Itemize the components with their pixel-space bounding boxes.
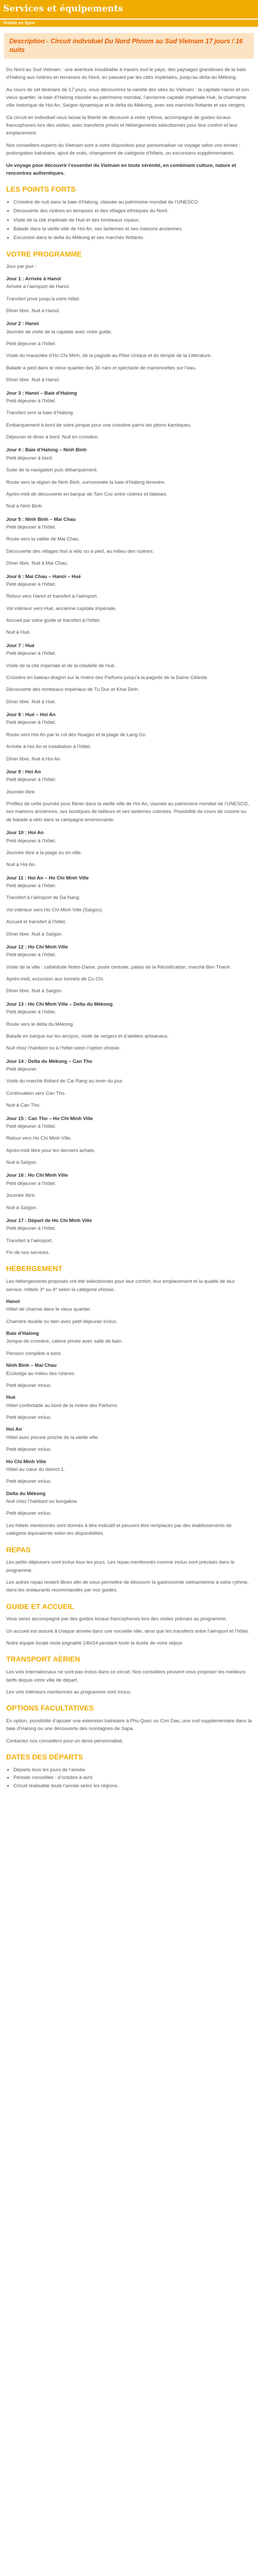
day-title: Jour 14 : Delta du Mékong – Can Tho xyxy=(6,1058,92,1064)
program-heading: VOTRE PROGRAMME xyxy=(6,249,82,258)
highlight-item: • Visite de la cité impériale de Hué et des tombeaux royaux. xyxy=(13,216,252,224)
day-paragraph: Profitez de cette journée pour flâner dans la vieille ville de Hoi An, classée au patrimoine mondial de l’UNESCO, ses maisons anciennes, ses boutiques de tailleurs et ses lanternes colorées. Possibilité de cours de cuisine ou de balade à vélo dans la campagne environnante. xyxy=(6,801,249,823)
day-line: Accueil par votre guide et transfert à l’hôtel. xyxy=(6,618,101,624)
day-title: Jour 15 : Can Tho – Ho Chi Minh Ville xyxy=(6,1115,93,1122)
day-title: Jour 3 : Hanoï – Baie d’Halong xyxy=(6,390,77,396)
day-title: Jour 8 : Hué – Hoi An xyxy=(6,712,56,718)
hotel-line: Petit déjeuner inclus. xyxy=(6,1479,52,1485)
hotel-title: Hanoï xyxy=(6,1298,20,1304)
day-line: Croisière en bateau-dragon sur la rivière des Parfums jusqu’à la pagode de la Dame Céleste. xyxy=(6,674,208,681)
sub-bar-label: Visible en ligne xyxy=(3,20,35,26)
highlight-item: • Croisière de nuit dans la baie d’Halong, classée au patrimoine mondial de l’UNESCO. xyxy=(13,198,252,206)
day-line: Dîner libre. Nuit à Saïgon. xyxy=(6,988,63,994)
day-block xyxy=(6,943,252,995)
day-line: Petit déjeuner à l’hôtel. xyxy=(6,952,56,958)
day-line: Petit déjeuner. xyxy=(6,1066,38,1073)
hotel-title: Hoi An xyxy=(6,1427,22,1433)
hotel-line: Chambre double ou twin avec petit déjeuner inclus. xyxy=(6,1318,118,1325)
day-block xyxy=(6,446,252,510)
highlights-list xyxy=(6,198,252,242)
day-line: Après-midi, excursion aux tunnels de Cu Chi. xyxy=(6,976,105,982)
day-line: Nuit à Hué. xyxy=(6,630,31,636)
day-line: Transfert vers la baie d’Halong. xyxy=(6,410,74,416)
day-line: Route vers le delta du Mékong. xyxy=(6,1021,74,1027)
day-line: Transfert à l’aéroport. xyxy=(6,1238,53,1244)
day-line: Visite du mausolée d’Ho Chi Minh, de la pagode au Pilier Unique et du temple de la Littérature. xyxy=(6,353,212,359)
day-line: Petit déjeuner à l’hôtel. xyxy=(6,581,56,587)
day-line: Continuation vers Can Tho. xyxy=(6,1090,66,1096)
day-line: Petit déjeuner à l’hôtel. xyxy=(6,838,56,844)
day-line: Nuit à Can Tho. xyxy=(6,1103,41,1109)
day-title: Jour 16 : Ho Chi Minh Ville xyxy=(6,1173,68,1179)
day-line: Retour vers Ho Chi Minh Ville. xyxy=(6,1136,72,1142)
hotel-title: Ninh Binh – Mai Chau xyxy=(6,1363,57,1369)
hotel-line: Petit déjeuner inclus. xyxy=(6,1447,52,1453)
program-subheading: Jour par jour : xyxy=(6,264,37,270)
day-line: Suite de la navigation puis débarquement. xyxy=(6,467,98,473)
day-block xyxy=(6,573,252,637)
highlight-item: • Balade dans la vieille ville de Hoi An, ses lanternes et ses maisons anciennes. xyxy=(13,225,252,233)
day-line: Petit déjeuner à bord. xyxy=(6,455,53,461)
content xyxy=(0,66,258,1790)
hotel-block xyxy=(6,1394,252,1421)
day-line: Vol intérieur vers Hué, ancienne capitale impériale. xyxy=(6,605,117,612)
day-block xyxy=(6,1172,252,1212)
day-line: Petit déjeuner à l’hôtel. xyxy=(6,777,56,783)
day-line: Petit déjeuner à l’hôtel. xyxy=(6,398,56,404)
day-title: Jour 17 : Départ de Ho Chi Minh Ville xyxy=(6,1217,92,1224)
guide-heading: GUIDE ET ACCUEIL xyxy=(6,1602,74,1611)
day-line: Nuit à Hoi An. xyxy=(6,862,37,868)
day-line: Nuit à Saïgon. xyxy=(6,1160,38,1166)
transport-paragraph-2: Les vols intérieurs mentionnés au programme sont inclus. xyxy=(6,1689,132,1695)
day-title: Jour 1 : Arrivée à Hanoï xyxy=(6,276,61,282)
day-line: Dîner libre. Nuit à Saïgon. xyxy=(6,931,63,937)
day-line: Nuit à Ninh Binh. xyxy=(6,503,43,510)
day-line: Embarquement à bord de votre jonque pour une croisière parmi les pitons karstiques. xyxy=(6,422,192,428)
day-title: Jour 13 : Ho Chi Minh Ville – Delta du Mékong xyxy=(6,1001,113,1007)
day-line: Route vers la vallée de Mai Chau. xyxy=(6,536,80,543)
day-line: Petit déjeuner à l’hôtel. xyxy=(6,524,56,531)
hotel-line: Petit déjeuner inclus. xyxy=(6,1382,52,1388)
day-title: Jour 12 : Ho Chi Minh Ville xyxy=(6,944,68,950)
day-line: Transfert privé jusqu’à votre hôtel. xyxy=(6,296,80,302)
accommodation-intro: Les hébergements proposés ont été sélectionnés pour leur confort, leur emplacement et la qualité de leur service. Hôtels 3* ou 4* selon la catégorie choisie. xyxy=(6,1279,235,1293)
hotel-line: Hôtel de charme dans le vieux quartier. xyxy=(6,1307,91,1313)
day-line: Découverte des tombeaux impériaux de Tu Duc et Khai Dinh. xyxy=(6,687,139,693)
day-line: Balade à pied dans le vieux quartier des 36 rues et spectacle de marionnettes sur l’eau. xyxy=(6,365,197,371)
day-line: Petit déjeuner à l’hôtel. xyxy=(6,341,56,347)
hotel-line: Jonque de croisière, cabine privée avec salle de bain. xyxy=(6,1338,123,1345)
description-box xyxy=(4,33,254,59)
day-line: Dîner libre. Nuit à Hoi An. xyxy=(6,756,62,762)
hotel-line: Petit déjeuner inclus. xyxy=(6,1511,52,1517)
intro-paragraph-2: Au cours de cet itinéraire de 17 jours, vous découvrirez la variété des sites du Vietnam : la capitale Hanoï et son vieux quartier, la baie d’Halong classée au patrimoine mondial, l’ancienne capitale impériale Hué, la charmante ville historique de Hoi An, Saïgon dynamique et le delta du Mékong, avec ses marchés flottants et ses vergers. xyxy=(6,87,249,109)
hotel-line: Hôtel confortable au bord de la rivière des Parfums. xyxy=(6,1402,119,1409)
day-line: Découverte des villages thaï à vélo ou à pied, au milieu des rizières. xyxy=(6,548,154,554)
meals-paragraph-2: Les autres repas restent libres afin de vous permettre de découvrir la gastronomie vietnamienne à votre rythme, dans les restaurants recommandés par nos guides. xyxy=(6,1579,249,1594)
options-paragraph-2: Contactez nos conseillers pour un devis personnalisé. xyxy=(6,1738,124,1744)
transport-heading: TRANSPORT AÉRIEN xyxy=(6,1655,80,1664)
day-title: Jour 6 : Mai Chau – Hanoï – Hué xyxy=(6,573,81,580)
transport-paragraph-1: Les vols internationaux ne sont pas inclus dans ce circuit. Nos conseillers peuvent vous proposer les meilleurs tarifs depuis votre ville de départ. xyxy=(6,1669,246,1683)
dates-item: • Départs tous les jours de l’année. xyxy=(13,1766,252,1774)
day-line: Petit déjeuner à l’hôtel. xyxy=(6,1226,56,1232)
day-line: Arrivée à Hoi An et installation à l’hôtel. xyxy=(6,744,91,750)
day-title: Jour 10 : Hoi An xyxy=(6,830,44,836)
day-line: Retour vers Hanoï et transfert à l’aéroport. xyxy=(6,594,98,600)
day-block xyxy=(6,389,252,442)
hotel-title: Hué xyxy=(6,1395,15,1401)
hotel-block xyxy=(6,1458,252,1486)
accommodation-note: Les hôtels mentionnés sont donnés à titre indicatif et peuvent être remplacés par des établissements de catégorie équivalente selon les disponibilités. xyxy=(6,1522,232,1537)
day-line: Route vers la région de Ninh Binh, surnommée la baie d’Halong terrestre. xyxy=(6,479,166,485)
guide-paragraph-1: Vous serez accompagné par des guides locaux francophones lors des visites prévues au programme. xyxy=(6,1616,227,1622)
day-line: Route vers Hoi An par le col des Nuages et la plage de Lang Co. xyxy=(6,732,147,738)
day-line: Petit déjeuner à l’hôtel. xyxy=(6,1009,56,1015)
day-line: Après-midi de découverte en barque de Tam Coc entre rizières et falaises. xyxy=(6,491,168,497)
guide-paragraph-2: Un accueil est assuré à chaque arrivée dans une nouvelle ville, ainsi que les transferts entre l’aéroport et l’hôtel. xyxy=(6,1628,249,1634)
hotel-line: Petit déjeuner inclus. xyxy=(6,1415,52,1421)
day-block xyxy=(6,829,252,869)
day-block xyxy=(6,642,252,706)
day-title: Jour 5 : Ninh Binh – Mai Chau xyxy=(6,516,76,522)
day-line: Fin de nos services. xyxy=(6,1250,50,1256)
guide-paragraph-3: Notre équipe locale reste joignable 24h/24 pendant toute la durée de votre séjour. xyxy=(6,1640,184,1647)
hotel-block xyxy=(6,1362,252,1389)
options-heading: OPTIONS FACULTATIVES xyxy=(6,1704,94,1713)
day-line: Visite du marché flottant de Cai Rang au lever du jour. xyxy=(6,1078,124,1084)
options-paragraph-1: En option, possibilité d’ajouter une extension balnéaire à Phu Quoc ou Con Dao, une nuit supplémentaire dans la baie d’Halong ou une découverte des montagnes de Sapa. xyxy=(6,1718,252,1732)
dates-item: • Période conseillée : d’octobre à avril. xyxy=(13,1774,252,1782)
day-line: Petit déjeuner à l’hôtel. xyxy=(6,1123,56,1129)
header-title: Services et équipements xyxy=(3,4,123,14)
day-line: Nuit chez l’habitant ou à l’hôtel selon l’option choisie. xyxy=(6,1045,121,1052)
hotel-line: Pension complète à bord. xyxy=(6,1350,62,1357)
intro-paragraph-1: Du Nord au Sud Vietnam : une aventure inoubliable à travers tout le pays, des paysages grandioses de la baie d’Halong aux rizières en terrasses du Nord, en passant par les cités impériales, jusqu’au delta du Mékong. xyxy=(6,66,246,81)
hotel-block xyxy=(6,1298,252,1326)
intro-paragraph-4: Nos conseillers experts du Vietnam sont à votre disposition pour personnaliser ce voyage selon vos envies : prolongation balnéaire, ajout de nuits, changement de catégorie d’hôtels, ou excursions supplémentaires. xyxy=(6,142,240,157)
highlight-item: • Découverte des rizières en terrasses et des villages ethniques du Nord. xyxy=(13,207,252,215)
sub-bar xyxy=(0,20,258,27)
day-line: Visite de la ville : cathédrale Notre-Dame, poste centrale, palais de la Réunification, marché Ben Thanh. xyxy=(6,964,232,970)
day-line: Petit déjeuner à l’hôtel. xyxy=(6,651,56,657)
day-block xyxy=(6,320,252,384)
day-block xyxy=(6,516,252,568)
header-bar xyxy=(0,0,258,19)
accommodation-list xyxy=(6,1298,252,1518)
day-line: Journée libre. xyxy=(6,1193,36,1199)
dates-item: • Circuit réalisable toute l’année selon les régions. xyxy=(13,1782,252,1790)
program-days xyxy=(6,275,252,1257)
day-line: Dîner libre. Nuit à Hanoï. xyxy=(6,308,60,314)
day-line: Vol intérieur vers Ho Chi Minh Ville (Saïgon). xyxy=(6,907,103,913)
hotel-line: Hôtel au cœur du district 1. xyxy=(6,1466,66,1472)
hotel-title: Baie d’Halong xyxy=(6,1331,39,1337)
day-title: Jour 11 : Hoi An – Ho Chi Minh Ville xyxy=(6,875,89,881)
intro-paragraph-3: Ce circuit en individuel vous laisse la liberté de découvrir à votre rythme, accompagné de guides locaux francophones lors des visites, avec transferts privés et hébergements sélectionnés pour leur confort et leur emplacement. xyxy=(6,114,238,137)
day-line: Petit déjeuner à l’hôtel. xyxy=(6,1180,56,1187)
day-title: Jour 2 : Hanoï xyxy=(6,321,39,327)
day-block xyxy=(6,1115,252,1167)
day-line: Visite de la cité impériale et de la citadelle de Hué. xyxy=(6,663,116,669)
day-line: Dîner libre. Nuit à Mai Chau. xyxy=(6,561,68,567)
day-line: Balade en barque sur les arroyos, visite de vergers et d’ateliers artisanaux. xyxy=(6,1033,169,1039)
day-line: Nuit à Saïgon. xyxy=(6,1205,38,1211)
hotel-line: Nuit chez l’habitant ou bungalow. xyxy=(6,1499,78,1505)
hotel-block xyxy=(6,1426,252,1453)
highlights-heading: LES POINTS FORTS xyxy=(6,185,76,194)
day-line: Petit déjeuner à l’hôtel. xyxy=(6,720,56,726)
day-block xyxy=(6,711,252,763)
day-title: Jour 7 : Hué xyxy=(6,642,35,649)
day-line: Après-midi libre pour les derniers achats. xyxy=(6,1147,95,1154)
day-block xyxy=(6,768,252,824)
meals-paragraph-1: Les petits déjeuners sont inclus tous les jours. Les repas mentionnés comme inclus sont précisés dans le programme. xyxy=(6,1560,235,1573)
day-block xyxy=(6,1001,252,1053)
day-line: Dîner libre. Nuit à Hanoï. xyxy=(6,377,60,383)
day-line: Petit déjeuner à l’hôtel. xyxy=(6,883,56,889)
intro-paragraph-5: Un voyage pour découvrir l’essentiel du Vietnam en toute sérénité, en combinant culture, nature et rencontres authentiques. xyxy=(6,162,236,176)
day-line: Journée libre à la plage ou en ville. xyxy=(6,850,82,856)
day-line: Arrivée à l’aéroport de Hanoï. xyxy=(6,284,71,290)
day-line: Journée de visite de la capitale avec votre guide. xyxy=(6,329,112,335)
hotel-title: Ho Chi Minh Ville xyxy=(6,1459,46,1465)
hotel-line: Écolodge au milieu des rizières. xyxy=(6,1370,76,1377)
day-line: Déjeuner et dîner à bord. Nuit en croisière. xyxy=(6,434,99,440)
meals-heading: REPAS xyxy=(6,1545,31,1554)
day-title: Jour 4 : Baie d’Halong – Ninh Binh xyxy=(6,447,87,453)
day-title: Jour 9 : Hoi An xyxy=(6,769,41,775)
day-line: Transfert à l’aéroport de Da Nang. xyxy=(6,895,80,901)
hotel-block xyxy=(6,1490,252,1518)
hotel-block xyxy=(6,1330,252,1358)
day-block xyxy=(6,874,252,938)
day-line: Journée libre. xyxy=(6,789,36,795)
day-block xyxy=(6,1058,252,1110)
description-title: Description - Circuit individuel Du Nord Phnom au Sud Vietnam 17 jours / 16 nuits xyxy=(9,38,243,54)
dates-heading: DATES DES DÉPARTS xyxy=(6,1753,83,1761)
accommodation-heading: HÉBERGEMENT xyxy=(6,1264,62,1273)
hotel-line: Hôtel avec piscine proche de la vieille ville. xyxy=(6,1434,100,1440)
highlight-item: • Excursion dans le delta du Mékong et ses marchés flottants. xyxy=(13,234,252,242)
day-block xyxy=(6,1217,252,1257)
day-block xyxy=(6,275,252,315)
day-line: Accueil et transfert à l’hôtel. xyxy=(6,919,67,925)
dates-list xyxy=(6,1766,252,1790)
hotel-title: Delta du Mékong xyxy=(6,1490,46,1497)
day-line: Dîner libre. Nuit à Hué. xyxy=(6,699,56,705)
